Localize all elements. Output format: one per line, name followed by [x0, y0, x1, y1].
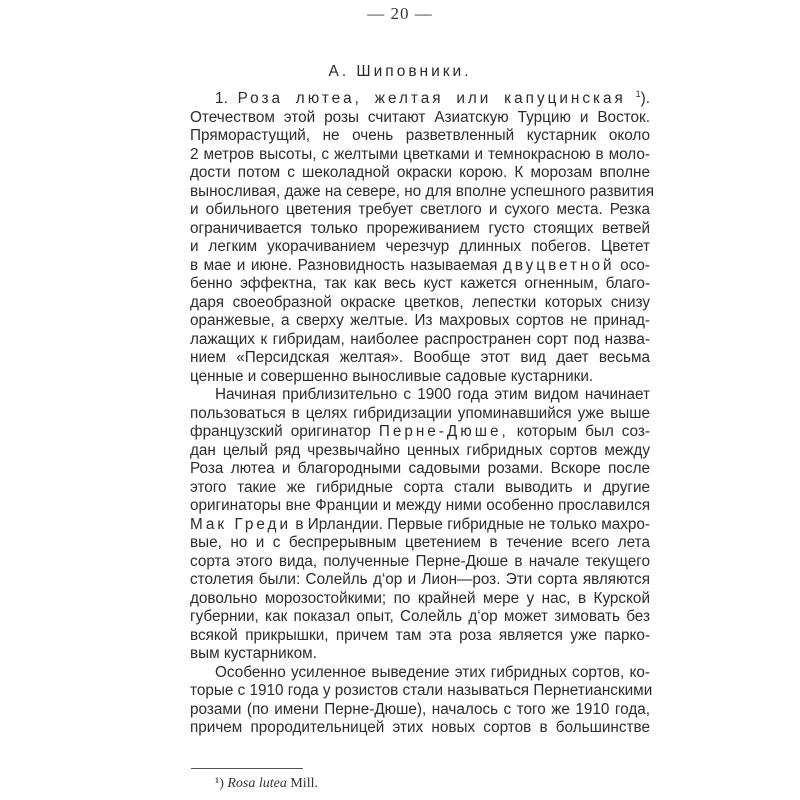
text-span: в Ирландии. Первые гибридные не только махро-: [295, 515, 650, 533]
text-line: лажащих к гибридам, наиболее распространен сорт под назва-: [190, 330, 650, 348]
text-span: которым был соз-: [516, 423, 650, 440]
emphasized-name: Мак Греди: [190, 515, 292, 533]
footnote-ref: 1: [635, 89, 641, 99]
text-line: бенно эффектна, так как весь куст кажется огненным, благо-: [190, 275, 650, 292]
text-line: Начиная приблизительно с 1900 года этим видом начинает: [215, 386, 650, 403]
text-line: розами (по имени Перне-Дюше), началось с того же 1910 года,: [190, 700, 650, 718]
text-line: пользоваться в целях гибридизации упоминавшийся уже выше: [190, 404, 650, 422]
text-line: столетия были: Солейль д‘ор и Лион—роз. Эти сорта являются: [190, 571, 650, 588]
paragraph: [190, 89, 655, 386]
text-line: дости потом с шеколадной окраски корою. К морозам вполне: [190, 164, 650, 181]
paragraph: [190, 386, 650, 664]
text-line: довольно морозостойкими; по крайней мере у нас, в Курской: [190, 589, 650, 607]
text-line: торые с 1910 года у розистов стали называться Пернетианскими: [190, 682, 653, 699]
text-line: [190, 257, 650, 276]
text-span: в мае и июне. Разновидность называемая: [190, 256, 498, 274]
text-line: вые, но и с беспрерывным цветением в течение всего лета: [190, 534, 650, 551]
footnote-author: Mill.: [290, 776, 318, 791]
text-line: всякой прикрышки, причем там эта роза является уже парко-: [190, 626, 650, 644]
punctuation: ).: [640, 90, 651, 107]
text-line: вым кустарником.: [190, 645, 317, 662]
text-line: выносливая, даже на севере, но для вполне успешного развития: [190, 182, 655, 200]
text-line: 2 метров высоты, с желтыми цветками и темнокрасною в моло-: [190, 145, 650, 163]
text-line: оранжевые, а сверху желтые. Из махровых сортов не принад-: [190, 312, 650, 329]
footnote-latin-name: Rosa lutea: [227, 776, 287, 791]
text-line: Роза лютеа и благородными садовыми розами. Вскоре после: [190, 460, 650, 477]
emphasized-term: двуцветной: [502, 256, 615, 274]
body-text: [190, 89, 655, 738]
text-span: французский оригинатор: [190, 423, 371, 440]
text-line: этого такие же гибридные сорта стали выводить и другие: [190, 478, 650, 496]
text-line: [190, 516, 650, 535]
text-line: ограничивается только прореживанием густо стоящих ветвей: [190, 219, 650, 237]
species-name: Роза лютеа, желтая или капуцинская: [237, 90, 626, 107]
text-line: оригинаторы вне Франции и между ними особенно прославился: [190, 497, 650, 514]
text-line: ценные и совершенно выносливые садовые кустарники.: [190, 367, 594, 385]
text-line: Отечеством этой розы считают Азиатскую Турцию и Восток.: [190, 108, 650, 126]
emphasized-name: Перне-Дюше,: [378, 423, 509, 440]
section-title: А. Шиповники.: [328, 63, 472, 80]
text-line: [190, 90, 650, 109]
footnote-divider: [191, 768, 303, 769]
footnote-marker: ¹): [215, 776, 224, 791]
text-line: и обильного цветения требует светлого и сухого места. Резка: [190, 201, 650, 218]
text-line: [190, 423, 650, 442]
text-line: сорта этого вида, полученные Перне-Дюше в начале текущего: [190, 552, 650, 570]
text-span: осо-: [620, 256, 651, 274]
item-number: 1.: [215, 90, 228, 107]
paragraph: [190, 663, 653, 738]
text-line: причем прородительницей этих новых сортов в большинстве: [190, 719, 650, 736]
text-line: губернии, как показал опыт, Солейль д‘ор может зимовать без: [190, 608, 650, 625]
text-line: дан целый ряд чрезвычайно ценных гибридных сортов между: [190, 441, 650, 459]
text-line: Особенно усиленное выведение этих гибридных сортов, ко-: [215, 663, 650, 681]
text-line: нием «Персидская желтая». Вообще этот вид дает весьма: [190, 349, 650, 366]
text-line: даря своеобразной окраске цветков, лепестки которых снизу: [190, 293, 650, 311]
footnote: [215, 776, 318, 792]
text-line: Пряморастущий, не очень разветвленный кустарник около: [190, 127, 650, 144]
text-line: и легким укорачиванием черезчур длинных побегов. Цветет: [190, 238, 650, 255]
page-number: — 20 —: [367, 4, 433, 23]
